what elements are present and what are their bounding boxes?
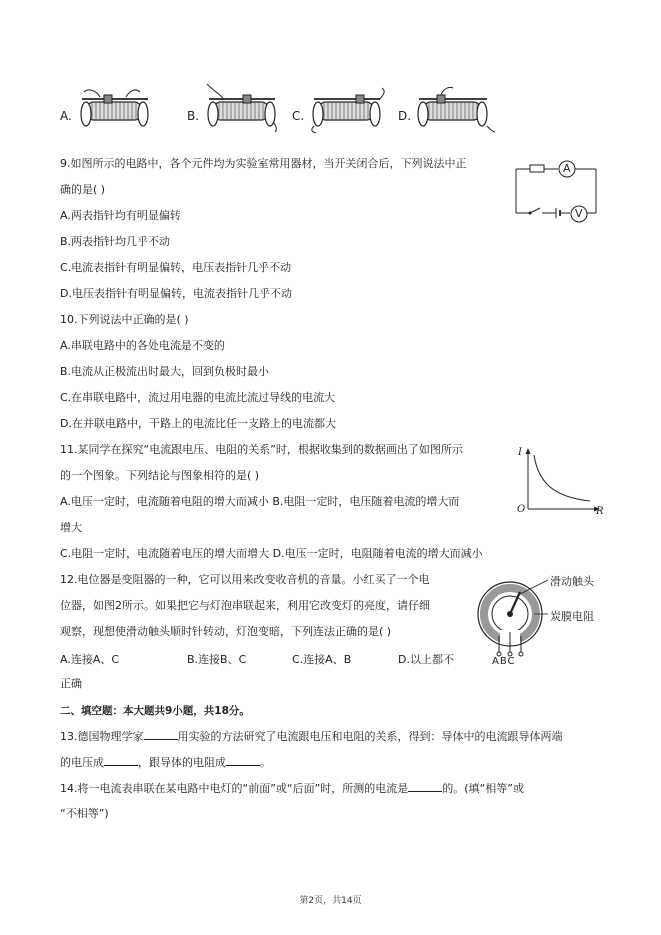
- q12-label-slider: 滑动触头: [550, 575, 594, 588]
- q10-option-a: A.串联电路中的各处电流是不变的: [60, 339, 225, 352]
- q12-option-d: D.以上都不: [398, 653, 454, 666]
- rheostat-option-d-label: D.: [398, 109, 412, 123]
- q13-line2-part2: ，跟导体的电阻成: [138, 756, 226, 769]
- q13-line2-part1: 的电压成: [60, 756, 104, 769]
- q9-stem-line1: 9.如图所示的电路中，各个元件均为实验室常用器材，当开关闭合后，下列说法中正: [60, 157, 467, 170]
- q9-option-d: D.电压表指针有明显偏转，电流表指针几乎不动: [60, 287, 292, 300]
- section-2-heading: 二、填空题：本大题共9小题，共18分。: [60, 705, 250, 717]
- q11-stem-line2: 的一个图象。下列结论与图象相符的是( ): [60, 469, 260, 482]
- ammeter-label: A: [563, 162, 571, 175]
- q12-stem-line2: 位器，如图2所示。如果把它与灯泡串联起来，利用它改变灯的亮度，请仔细: [60, 599, 430, 612]
- q12-stem-line3: 观察，现想使滑动触头顺时针转动，灯泡变暗，下列连法正确的是( ): [60, 625, 392, 638]
- q9-option-c: C.电流表指针有明显偏转，电压表指针几乎不动: [60, 261, 292, 274]
- q14-line1: [60, 781, 524, 796]
- q11-graph-x-label: R: [596, 506, 604, 517]
- q11-i-r-graph: [514, 447, 604, 519]
- rheostat-option-a-label: A.: [60, 109, 72, 123]
- q11-graph-y-label: I: [518, 447, 522, 458]
- q11-option-line2: 增大: [60, 521, 82, 534]
- q10-option-b: B.电流从正极流出时最大，回到负极时最小: [60, 365, 270, 378]
- q13-line1: [60, 729, 563, 744]
- q13-part1: 13.德国物理学家: [60, 730, 144, 743]
- q12-option-b: B.连接B、C: [187, 653, 247, 666]
- q11-option-line3: C.电阻一定时，电流随着电压的增大而增大 D.电压一定时，电阻随着电流的增大而减小: [60, 547, 483, 560]
- rheostat-c-image: [310, 88, 390, 133]
- q11-stem-line1: 11.某同学在探究“电流跟电压、电阻的关系”时，根据收集到的数据画出了如图所示: [60, 443, 463, 456]
- q10-option-d: D.在并联电路中，干路上的电流比任一支路上的电流都大: [60, 417, 336, 430]
- q12-label-film-resistor: 炭膜电阻: [550, 610, 594, 623]
- q12-terminal-labels: ABC: [492, 656, 516, 667]
- q14-blank: [408, 781, 442, 792]
- q12-option-c: C.连接A、B: [292, 653, 352, 666]
- q12-option-a: A.连接A、C: [60, 653, 120, 666]
- q9-option-b: B.两表指针均几乎不动: [60, 235, 171, 248]
- q12-option-d-continued: 正确: [60, 677, 82, 690]
- rheostat-option-b-label: B.: [187, 109, 200, 123]
- page-footer: 第2页，共14页: [299, 896, 362, 906]
- q13-line2: [60, 755, 271, 770]
- rheostat-d-image: [415, 86, 497, 133]
- q13-line2-part3: 。: [260, 756, 271, 769]
- q9-stem-line2: 确的是( ): [60, 183, 106, 196]
- rheostat-a-image: [78, 88, 158, 133]
- q13-part2: 用实验的方法研究了电流跟电压和电阻的关系，得到：导体中的电流跟导体两端: [177, 730, 563, 743]
- rheostat-option-c-label: C.: [292, 109, 305, 123]
- rheostat-b-image: [203, 82, 283, 133]
- q11-graph-origin-label: O: [517, 504, 526, 515]
- q10-stem: 10.下列说法中正确的是( ): [60, 313, 189, 326]
- q10-option-c: C.在串联电路中，流过用电器的电流比流过导线的电流大: [60, 391, 336, 404]
- q14-part1: 14.将一电流表串联在某电路中电灯的“前面”或“后面”时，所测的电流是: [60, 782, 409, 795]
- q12-stem-line1: 12.电位器是变阻器的一种，它可以用来改变收音机的音量。小红买了一个电: [60, 573, 430, 586]
- voltmeter-label: V: [575, 207, 583, 220]
- q14-line2: “不相等”): [60, 807, 109, 820]
- q13-blank-3: [226, 755, 260, 766]
- q13-blank-1: [144, 729, 178, 740]
- q9-option-a: A.两表指针均有明显偏转: [60, 209, 181, 222]
- q13-blank-2: [104, 755, 138, 766]
- q14-part2: 的。(填“相等”或: [442, 782, 524, 795]
- q11-option-line1: A.电压一定时，电流随着电阻的增大而减小 B.电阻一定时，电压随着电流的增大而: [60, 495, 460, 508]
